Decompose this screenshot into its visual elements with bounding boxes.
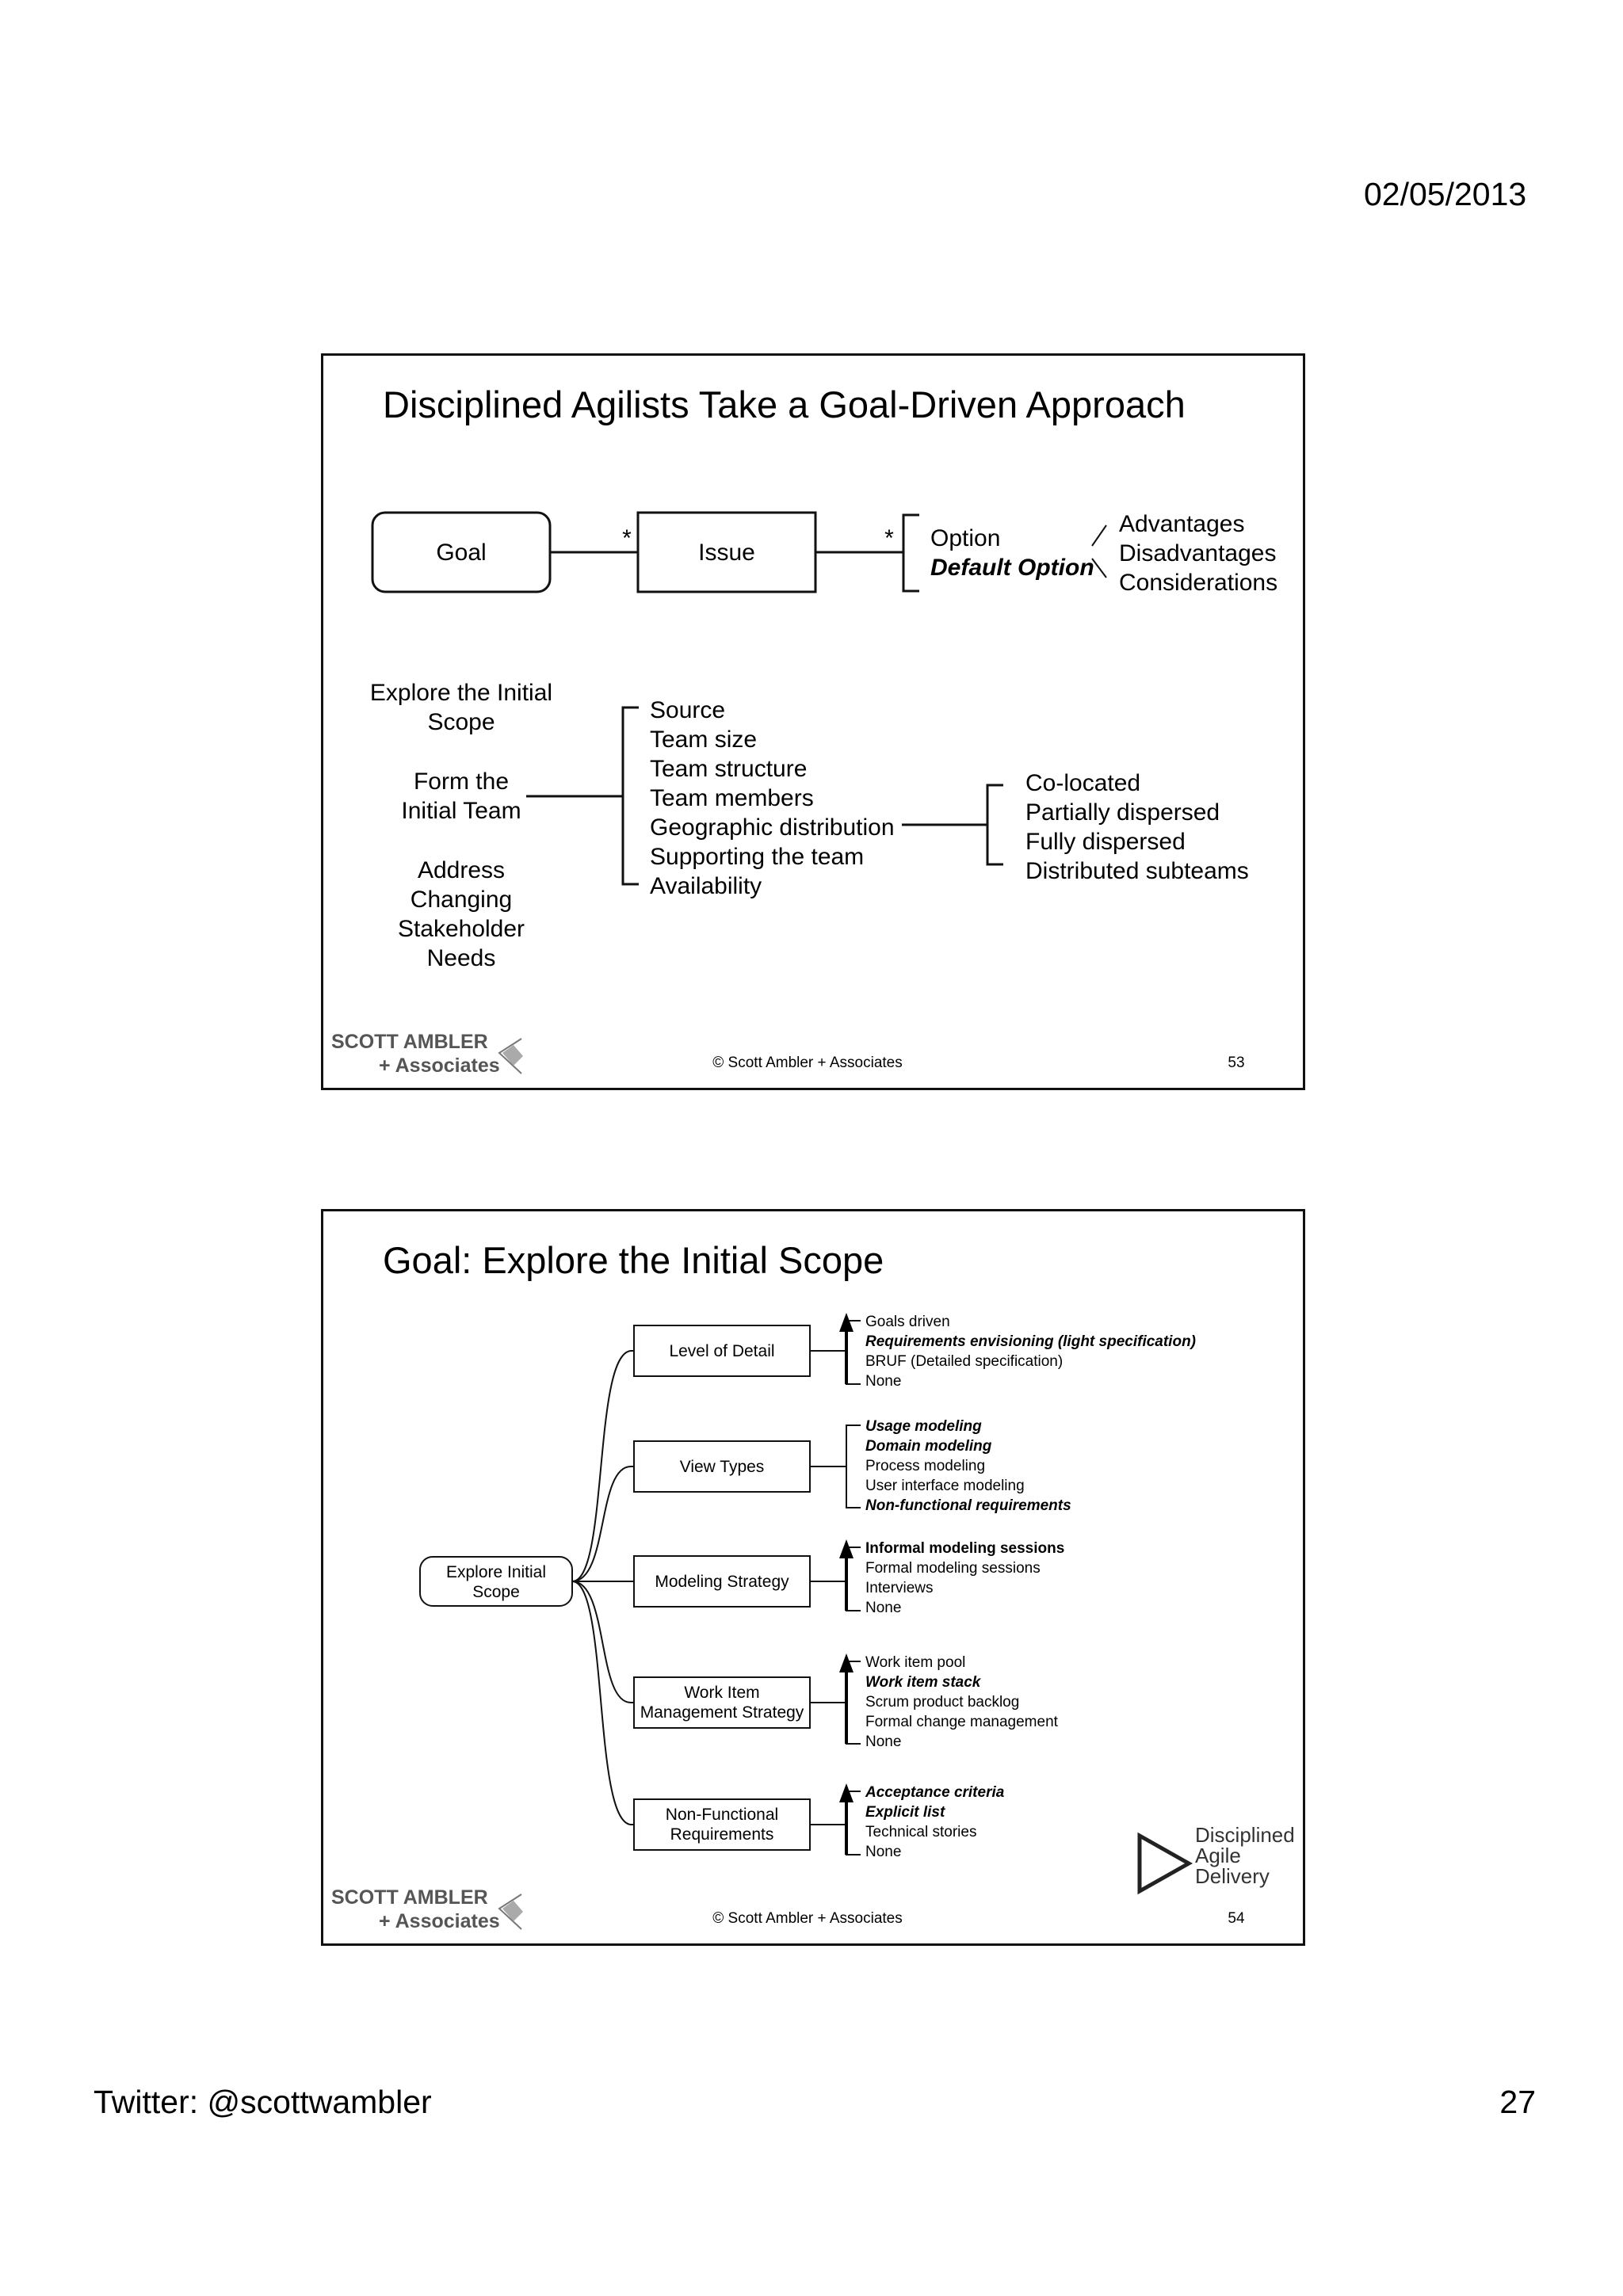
explore-scope-mind-map <box>323 1211 1303 1943</box>
team-issue-supporting-team: Supporting the team <box>650 844 865 870</box>
slide-53 <box>321 353 1305 1090</box>
option-notes-connector-down <box>1092 559 1106 578</box>
scott-ambler-logo <box>331 1031 523 1077</box>
slide-copyright: © Scott Ambler + Associates <box>712 1910 903 1927</box>
issue-label-work-item-line1: Work Item <box>684 1684 760 1702</box>
slide-number: 54 <box>1228 1910 1245 1927</box>
issue-label-work-item-line2: Management Strategy <box>640 1703 804 1722</box>
option-work-item-pool: Work item pool <box>865 1654 966 1671</box>
options-bracket-4 <box>846 1661 861 1744</box>
arrow-up-icon <box>839 1539 854 1558</box>
issue-label: Issue <box>698 540 755 566</box>
default-option-label: Default Option <box>930 555 1094 581</box>
twitter-handle: Twitter: @scottwambler <box>94 2084 432 2120</box>
arrow-up-icon <box>839 1783 854 1802</box>
goal-explore-scope-line1: Explore the Initial <box>369 680 553 706</box>
slide-title: Goal: Explore the Initial Scope <box>383 1239 884 1281</box>
goal-label: Goal <box>436 540 487 566</box>
connector-view-types <box>572 1466 634 1581</box>
option-domain-modeling: Domain modeling <box>865 1438 992 1455</box>
option-none-1: None <box>865 1373 902 1390</box>
logo-text-line1: SCOTT AMBLER <box>331 1886 488 1909</box>
multiplicity-issue-option: * <box>884 525 894 551</box>
geo-option-distributed-subteams: Distributed subteams <box>1025 858 1249 884</box>
geo-options-bracket <box>987 785 1003 864</box>
option-informal-modeling: Informal modeling sessions <box>865 1540 1065 1557</box>
option-usage-modeling: Usage modeling <box>865 1418 982 1435</box>
option-bruf: BRUF (Detailed specification) <box>865 1353 1064 1370</box>
team-issue-team-members: Team members <box>650 785 814 811</box>
connector-work-item-strategy <box>572 1581 634 1703</box>
slide-54 <box>321 1209 1305 1946</box>
arrow-up-icon <box>839 1653 854 1672</box>
dad-logo-line3: Delivery <box>1195 1864 1270 1888</box>
logo-text-line2: + Associates <box>379 1055 500 1077</box>
option-interviews: Interviews <box>865 1580 934 1596</box>
arrow-up-icon <box>839 1313 854 1332</box>
slide-copyright: © Scott Ambler + Associates <box>712 1055 903 1071</box>
team-issue-source: Source <box>650 697 726 723</box>
root-goal-label-line2: Scope <box>472 1583 520 1601</box>
option-bracket <box>903 515 919 591</box>
goal-form-team-line2: Initial Team <box>401 798 521 824</box>
geo-option-fully-dispersed: Fully dispersed <box>1025 829 1186 855</box>
goal-address-needs-line1: Address <box>417 857 506 883</box>
option-none-3: None <box>865 1600 902 1616</box>
disciplined-agile-delivery-logo <box>1140 1823 1295 1891</box>
team-issue-geographic-distribution: Geographic distribution <box>650 814 895 841</box>
slide-title: Disciplined Agilists Take a Goal-Driven Approach <box>383 383 1186 425</box>
connector-level-of-detail <box>572 1351 634 1581</box>
multiplicity-goal-issue: * <box>622 525 632 551</box>
option-requirements-envisioning: Requirements envisioning (light specification) <box>865 1333 1196 1350</box>
team-issue-team-size: Team size <box>650 727 758 753</box>
issue-label-level-of-detail: Level of Detail <box>669 1342 775 1360</box>
team-issue-availability: Availability <box>650 873 762 899</box>
scott-ambler-logo <box>331 1886 523 1932</box>
option-work-item-stack: Work item stack <box>865 1674 981 1691</box>
team-issues-bracket <box>623 707 639 884</box>
option-technical-stories: Technical stories <box>865 1824 977 1840</box>
option-none-5: None <box>865 1844 902 1860</box>
goal-driven-diagram <box>323 356 1303 1088</box>
option-label: Option <box>930 525 1001 551</box>
logo-text-line1: SCOTT AMBLER <box>331 1031 488 1053</box>
option-none-4: None <box>865 1733 902 1750</box>
page-number: 27 <box>1499 2084 1536 2120</box>
goal-address-needs-line2: Changing <box>410 887 513 913</box>
option-ui-modeling: User interface modeling <box>865 1478 1025 1494</box>
dad-logo-line2: Agile <box>1195 1844 1241 1867</box>
option-notes-connector-up <box>1092 525 1106 546</box>
dad-triangle-icon <box>1140 1836 1189 1891</box>
option-note-advantages: Advantages <box>1119 511 1245 537</box>
option-scrum-backlog: Scrum product backlog <box>865 1694 1020 1711</box>
geo-option-co-located: Co-located <box>1025 770 1141 796</box>
connector-nfr <box>572 1581 634 1825</box>
team-issue-team-structure: Team structure <box>650 756 808 782</box>
option-process-modeling: Process modeling <box>865 1458 986 1474</box>
option-formal-change-mgmt: Formal change management <box>865 1714 1058 1730</box>
dad-logo-line1: Disciplined <box>1195 1823 1295 1847</box>
page-date: 02/05/2013 <box>1364 176 1527 212</box>
option-goals-driven: Goals driven <box>865 1314 950 1330</box>
issue-label-modeling-strategy: Modeling Strategy <box>655 1573 789 1591</box>
option-formal-modeling: Formal modeling sessions <box>865 1560 1041 1577</box>
option-note-disadvantages: Disadvantages <box>1119 540 1277 566</box>
goal-address-needs-line3: Stakeholder <box>397 916 525 942</box>
slide-number: 53 <box>1228 1055 1245 1071</box>
issue-label-view-types: View Types <box>679 1458 765 1476</box>
option-explicit-list: Explicit list <box>865 1804 945 1821</box>
goal-form-team-line1: Form the <box>413 769 510 795</box>
options-bracket-2 <box>846 1425 861 1508</box>
issue-label-nfr-line2: Requirements <box>670 1825 774 1844</box>
option-nfr-modeling: Non-functional requirements <box>865 1497 1071 1514</box>
option-note-considerations: Considerations <box>1119 570 1278 596</box>
root-goal-label-line1: Explore Initial <box>445 1563 547 1581</box>
goal-address-needs-line4: Needs <box>426 945 496 971</box>
issue-label-nfr-line1: Non-Functional <box>665 1806 779 1824</box>
logo-text-line2: + Associates <box>379 1910 500 1932</box>
geo-option-partially-dispersed: Partially dispersed <box>1025 799 1220 826</box>
goal-explore-scope-line2: Scope <box>427 709 495 735</box>
option-acceptance-criteria: Acceptance criteria <box>865 1784 1005 1801</box>
